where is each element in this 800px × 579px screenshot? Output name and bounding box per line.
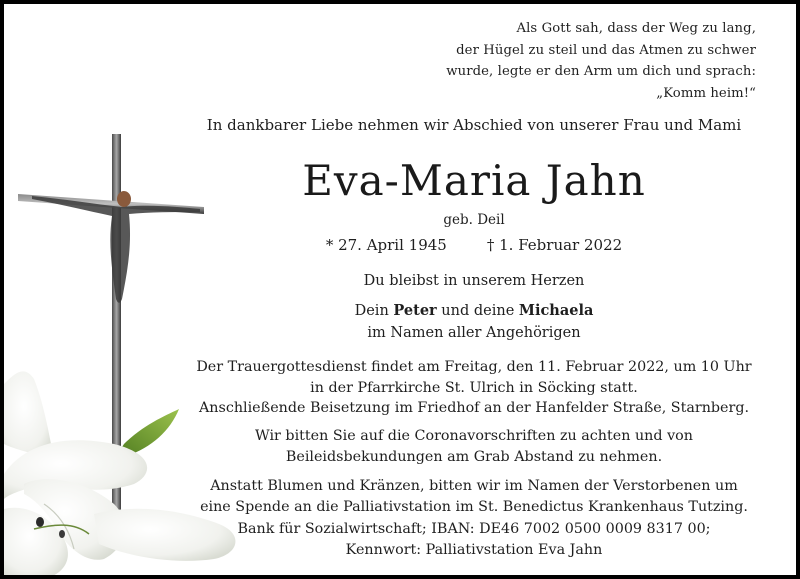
poem: [446, 18, 756, 104]
birth-date: * 27. April 1945: [325, 236, 447, 254]
intro-text: In dankbarer Liebe nehmen wir Abschied von unserer Frau und Mami: [206, 116, 742, 134]
service-line: Anschließende Beisetzung im Friedhof an der Hanfelder Straße, Starnberg.: [198, 400, 750, 416]
service-line: in der Pfarrkirche St. Ulrich in Söcking statt.: [310, 379, 638, 396]
donation-info: [174, 476, 774, 561]
covid-line: Wir bitten Sie auf die Coronavorschriften zu achten und von: [255, 428, 693, 444]
mourner-name: Michaela: [518, 302, 594, 319]
covid-notice: [174, 426, 774, 468]
mourners-line: [174, 300, 774, 322]
service-line: Der Trauergottesdienst findet am Freitag, den 11. Februar 2022, um 10 Uhr: [196, 359, 752, 375]
birth-name: geb. Deil: [443, 212, 505, 228]
poem-line: der Hügel zu steil und das Atmen zu schwer: [456, 42, 756, 58]
poem-line: „Komm heim!“: [656, 85, 756, 101]
donation-line: Bank für Sozialwirtschaft; IBAN: DE46 7002 0500 0009 8317 00;: [237, 520, 711, 537]
mourners: [174, 300, 774, 344]
obituary-notice: [4, 4, 796, 575]
mourners-connector: und deine: [436, 303, 519, 319]
mourner-name: Peter: [393, 302, 437, 319]
mourners-line2: im Namen aller Angehörigen: [367, 325, 581, 341]
remembrance-text: Du bleibst in unserem Herzen: [363, 273, 585, 289]
donation-line: eine Spende an die Palliativstation im St. Benedictus Krankenhaus Tutzing.: [200, 499, 748, 516]
life-dates: [174, 236, 774, 254]
donation-line: Kennwort: Palliativstation Eva Jahn: [345, 541, 603, 558]
donation-line: Anstatt Blumen und Kränzen, bitten wir im Namen der Verstorbenen um: [210, 478, 738, 494]
poem-line: wurde, legte er den Arm um dich und sprach:: [446, 64, 756, 79]
death-date: † 1. Februar 2022: [486, 236, 623, 254]
poem-line: Als Gott sah, dass der Weg zu lang,: [516, 21, 756, 36]
mourners-prefix: Dein: [354, 303, 394, 319]
deceased-name: Eva-Maria Jahn: [302, 156, 646, 205]
covid-line: Beileidsbekundungen am Grab Abstand zu nehmen.: [285, 449, 663, 465]
service-info: [174, 357, 774, 419]
